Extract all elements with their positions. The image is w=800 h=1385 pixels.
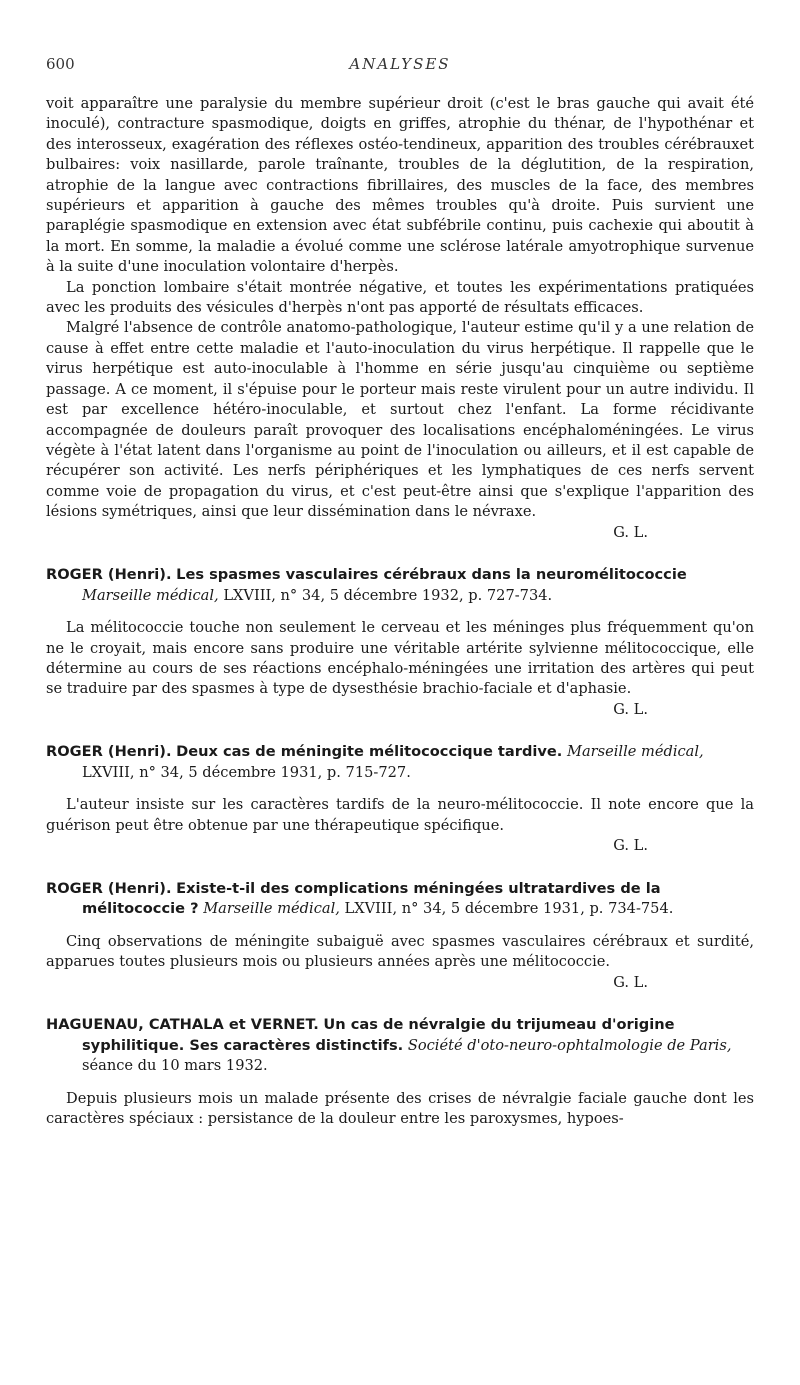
entry-body: Depuis plusieurs mois un malade présente des crises de névralgie faciale gauche dont les caractères spéciaux : persistance de la douleur entre les paroxysmes, hypoes-	[46, 1089, 754, 1128]
signature: G. L.	[613, 837, 648, 855]
entry-reference: LXVIII, n° 34, 5 décembre 1931, p. 734-754.	[344, 900, 674, 918]
intro-paragraph-3-text: Malgré l'absence de contrôle anatomo-pathologique, l'auteur estime qu'il y a une relation de cause à effet entre cette maladie et l'auto-inoculation du virus herpétique. Il rappelle que le virus herpétique est auto-inoculable à l'homme en série jusqu'au cinquième ou septième passage. A ce moment, il s'épuise pour le porteur mais reste virulent pour un autre individu. Il est par excellence hétéro-inoculable, et surtout chez l'enfant. La forme récidivante accompagnée de douleurs paraît provoquer des localisations encéphaloméningées. Le virus végète à l'état latent dans l'organisme au point de l'inoculation ou ailleurs, et il est capable de récupérer son activité. Les nerfs périphériques et les lymphatiques de ces nerfs servent comme voie de propagation du virus, et c'est peut-être ainsi que s'explique l'apparition des lésions symétriques, ainsi que leur dissémination dans le névraxe.	[46, 319, 754, 521]
review-entry	[46, 742, 754, 856]
entry-heading	[46, 879, 754, 920]
entry-heading	[46, 742, 754, 783]
review-entry	[46, 1015, 754, 1130]
intro-paragraph-2: La ponction lombaire s'était montrée négative, et toutes les expérimentations pratiquées avec les produits des vésicules d'herpès n'ont pas apporté de résultats efficaces.	[46, 278, 754, 317]
page-header	[46, 55, 754, 77]
entry-title: Deux cas de méningite mélitococcique tardive.	[176, 743, 563, 761]
entry-reference: LXVIII, n° 34, 5 décembre 1931, p. 715-727.	[82, 763, 411, 781]
entry-journal: Marseille médical,	[203, 900, 340, 918]
intro-paragraph-3	[46, 318, 754, 522]
entry-authors: ROGER (Henri).	[46, 743, 172, 761]
page-content	[46, 94, 754, 1130]
entry-authors: ROGER (Henri).	[46, 879, 172, 897]
entry-heading	[46, 565, 754, 606]
entry-authors: HAGUENAU, CATHALA et VERNET.	[46, 1015, 319, 1033]
entry-body: La mélitococcie touche non seulement le cerveau et les méninges plus fréquemment qu'on ne le croyait, mais encore sans produire une véritable artérite sylvienne mélitococcique, elle détermine au cours de ses réactions encéphalo-méningées une irritation des artères qui peut se traduire par des spasmes à type de dysesthésie brachio-faciale et d'aphasie.	[46, 619, 754, 698]
entry-journal: Société d'oto-neuro-ophtalmologie de Paris,	[407, 1036, 732, 1054]
review-entry	[46, 565, 754, 720]
entry-journal: Marseille médical,	[82, 586, 219, 604]
entry-reference: LXVIII, n° 34, 5 décembre 1932, p. 727-734.	[223, 586, 553, 604]
entry-authors: ROGER (Henri).	[46, 565, 172, 583]
entry-heading	[46, 1015, 754, 1077]
entry-title: Un cas de névralgie du trijumeau d'origine syphilitique. Ses caractères distinctifs.	[82, 1015, 675, 1054]
entry-body: Cinq observations de méningite subaiguë avec spasmes vasculaires cérébraux et surdité, apparues toutes plusieurs mois ou plusieurs années après une mélitococcie.	[46, 932, 754, 971]
entry-reference: séance du 10 mars 1932.	[82, 1057, 268, 1075]
entry-body: L'auteur insiste sur les caractères tardifs de la neuro-mélitococcie. Il note encore que la guérison peut être obtenue par une thérapeutique spécifique.	[46, 796, 754, 834]
signature: G. L.	[613, 700, 648, 718]
page-number: 600	[46, 55, 75, 73]
review-entry	[46, 879, 754, 993]
intro-paragraph-1: voit apparaître une paralysie du membre supérieur droit (c'est le bras gauche qui avait été inoculé), contracture spasmodique, doigts en griffes, atrophie du thénar, de l'hypothénar et des interosseux, exagération des réflexes ostéo-tendineux, apparition des troubles cérébrauxet bulbaires: voix nasillarde, parole traînante, troubles de la déglutition, de la respiration, atrophie de la langue avec contractions fibrillaires, des muscles de la face, des membres supérieurs et apparition à gauche des mêmes troubles qu'à droite. Puis survient une paraplégie spasmodique en extension avec état subfébrile continu, puis cachexie qui aboutit à la mort. En somme, la maladie a évolué comme une sclérose latérale amyotrophique survenue à la suite d'une inoculation volontaire d'herpès.	[46, 95, 754, 276]
signature: G. L.	[613, 973, 648, 991]
entry-title: Existe-t-il des complications méningées ultratardives de la mélitococcie ?	[82, 879, 661, 918]
running-title: ANALYSES	[349, 55, 451, 73]
entry-journal: Marseille médical,	[567, 743, 704, 761]
signature: G. L.	[613, 523, 648, 541]
entry-title: Les spasmes vasculaires cérébraux dans la neuromélitococcie	[176, 565, 687, 583]
